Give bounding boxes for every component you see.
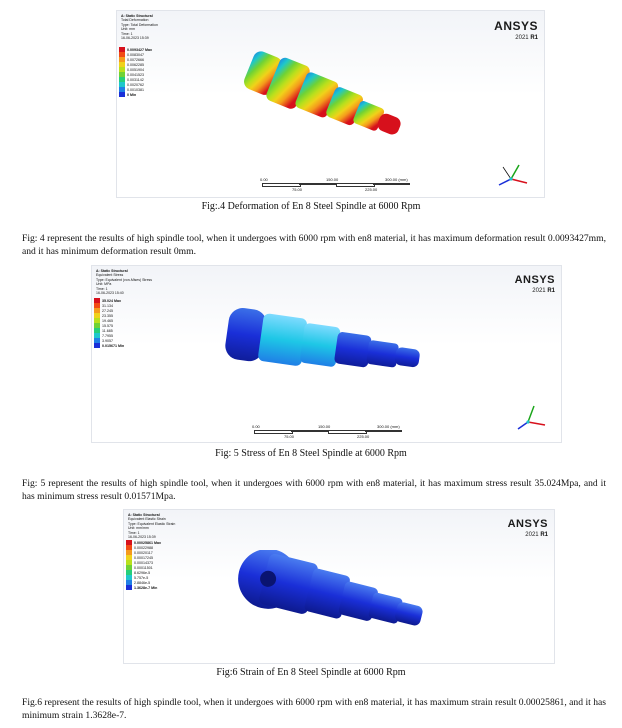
legend-label: 0.0010381 xyxy=(127,87,144,92)
legend-swatch xyxy=(94,343,100,348)
legend-swatch xyxy=(126,585,132,590)
legend-label: 2.8846e-5 xyxy=(134,580,151,585)
axis-triad-icon xyxy=(495,157,531,189)
legend-label: 8.6296e-5 xyxy=(134,570,151,575)
legend-label: 0.00017245 xyxy=(134,555,153,560)
legend-label: 0.0020762 xyxy=(127,82,144,87)
legend-label: 0.0062285 xyxy=(127,62,144,67)
legend-label: 31.134 xyxy=(102,303,113,308)
paragraph: Fig: 4 represent the results of high spindle tool, when it undergoes with 6000 rpm with en8 material, it has maximum deformation result 0.0093427mm, and it has minimum deformation result 0mm. xyxy=(22,233,606,257)
legend-label: 0.0083047 xyxy=(127,52,144,57)
spindle-model-stress xyxy=(222,302,432,392)
figure-meta: A: Static Structural Equivalent Elastic Strain Type: Equivalent Elastic Strain Unit: mm/mm Time: 1 16-06-2023 15:39 xyxy=(128,513,176,540)
legend-label: 1.3628e-7 Min xyxy=(134,585,158,590)
legend-label: 0.00011501 xyxy=(134,565,153,570)
legend-label: 23.355 xyxy=(102,313,113,318)
figure-strain xyxy=(123,509,555,664)
spindle-model-deformation xyxy=(237,49,417,149)
legend-label: 5.757e-5 xyxy=(134,575,149,580)
spindle-model-strain xyxy=(232,550,442,642)
ansys-logo: ANSYS 2021 R1 xyxy=(494,19,538,41)
paragraph: Fig: 5 represent the results of high spindle tool, when it undergoes with 6000 rpm with en8 material, it has maximum stress result 35.024Mpa, and it has minimum stress result 0.01571Mpa. xyxy=(22,478,606,502)
legend-label: 0.0072666 xyxy=(127,57,144,62)
legend-label: 27.245 xyxy=(102,308,113,313)
legend-label: 15.575 xyxy=(102,323,113,328)
legend-label: 0.0041523 xyxy=(127,72,144,77)
legend-swatch xyxy=(119,92,125,97)
axis-triad-icon xyxy=(512,400,548,432)
scale-bar: 0.00 150.00 300.00 (mm) 75.00 225.00 xyxy=(254,424,404,442)
legend-label: 0.0051904 xyxy=(127,67,144,72)
figure-deformation xyxy=(116,10,545,198)
figure-caption: Fig: 5 Stress of En 8 Steel Spindle at 6000 Rpm xyxy=(215,448,407,459)
legend-label: 0.015671 Min xyxy=(102,343,125,348)
legend-label: 0.0031142 xyxy=(127,77,144,82)
legend-label: 0.00022988 xyxy=(134,545,153,550)
legend-label: 11.685 xyxy=(102,328,113,333)
figure-meta: A: Static Structural Total Deformation Type: Total Deformation Unit: mm Time: 1 16-06-2023 15:39 xyxy=(121,14,158,41)
legend-label: 0.00020117 xyxy=(134,550,153,555)
figure-stress xyxy=(91,265,562,443)
figure-meta: A: Static Structural Equivalent Stress Type: Equivalent (von-Mises) Stress Unit: MPa Time: 1 16-06-2023 15:40 xyxy=(96,269,153,296)
legend-label: 0.00014373 xyxy=(134,560,153,565)
legend-label: 3.9057 xyxy=(102,338,113,343)
ansys-logo: ANSYS 2021 R1 xyxy=(514,274,555,294)
legend-label: 35.024 Max xyxy=(102,298,121,303)
legend-label: 0.0093427 Max xyxy=(127,47,152,52)
scale-bar: 0.00 150.00 300.00 (mm) 75.00 225.00 xyxy=(262,177,412,195)
legend-label: 7.7955 xyxy=(102,333,113,338)
paragraph: Fig.6 represent the results of high spindle tool, when it undergoes with 6000 rpm with en8 material, it has maximum strain result 0.00025861, and it has minimum strain 1.3628e-7. xyxy=(22,697,606,721)
figure-caption: Fig:.4 Deformation of En 8 Steel Spindle at 6000 Rpm xyxy=(201,201,421,212)
legend-label: 19.465 xyxy=(102,318,113,323)
legend-label: 0.00025861 Max xyxy=(134,540,161,545)
ansys-logo: ANSYS 2021 R1 xyxy=(507,518,548,538)
legend-label: 0 Min xyxy=(127,92,137,97)
figure-caption: Fig:6 Strain of En 8 Steel Spindle at 6000 Rpm xyxy=(216,667,406,678)
